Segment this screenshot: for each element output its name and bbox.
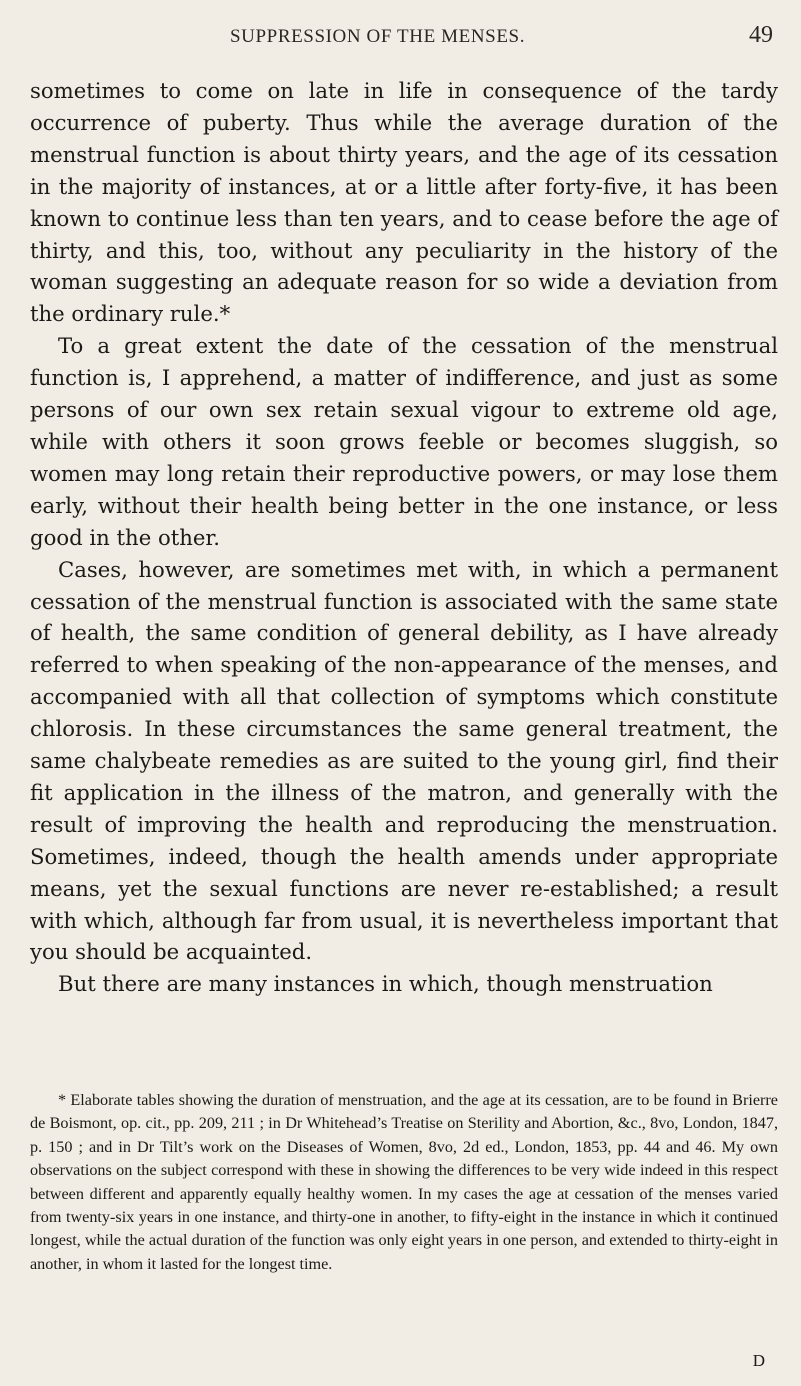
paragraph-cessation-date: To a great extent the date of the cessation of the menstrual function is, I apprehend, a matter of indifference, and just as some persons of our own sex retain sexual vigour to extreme old age, while with others it soon grows feeble or becomes sluggish, so women may long retain their reproductive powers, or may lose them early, without their health being better in the one instance, or less good in the other.	[30, 333, 778, 550]
paragraph-continuation: sometimes to come on late in life in consequence of the tardy occurrence of puberty. Thus while the average duration of the menstrual function is about thirty years, and the age of its cessation in the majority of instances, at or a little after forty-five, it has been known to continue less than ten years, and to cease before the age of thirty, and this, too, without any peculiarity in the history of the woman suggesting an adequate reason for so wide a deviation from the ordinary rule.*	[30, 78, 778, 327]
page-number: 49	[749, 22, 773, 48]
body-text	[30, 75, 778, 1000]
running-title: SUPPRESSION OF THE MENSES.	[230, 26, 526, 47]
paragraph-chlorosis-cases: Cases, however, are sometimes met with, in which a permanent cessation of the menstrual function is associated with the same state of health, the same condition of general debility, as I have already referred to when speaking of the non-appearance of the menses, and accompanied with all that collection of symptoms which constitute chlorosis. In these circumstances the same general treatment, the same chalybeate remedies as are suited to the young girl, find their fit application in the illness of the matron, and generally with the result of improving the health and reproducing the menstruation. Sometimes, indeed, though the health amends under appropriate means, yet the sexual functions are never re-established; a result with which, although far from usual, it is nevertheless important that you should be acquainted.	[30, 556, 778, 965]
running-head	[0, 22, 801, 52]
paragraph-many-instances: But there are many instances in which, though menstruation	[58, 971, 713, 997]
signature-mark: D	[752, 1351, 765, 1370]
footnote: * Elaborate tables showing the duration of menstruation, and the age at its cessation, are to be found in Brierre de Boismont, op. cit., pp. 209, 211 ; in Dr Whitehead’s Treatise on Sterility and Abortion, &c., 8vo, London, 1847, p. 150 ; and in Dr Tilt’s work on the Diseases of Women, 8vo, 2d ed., London, 1853, pp. 44 and 46. My own observations on the subject correspond with these in showing the differences to be very wide indeed in this respect between different and apparently equally healthy women. In my cases the age at cessation of the menses varied from twenty-six years in one instance, and thirty-one in another, to fifty-eight in the instance in which it continued longest, while the actual duration of the function was only eight years in one person, and extended to thirty-eight in another, in whom it lasted for the longest time.	[30, 1091, 778, 1273]
